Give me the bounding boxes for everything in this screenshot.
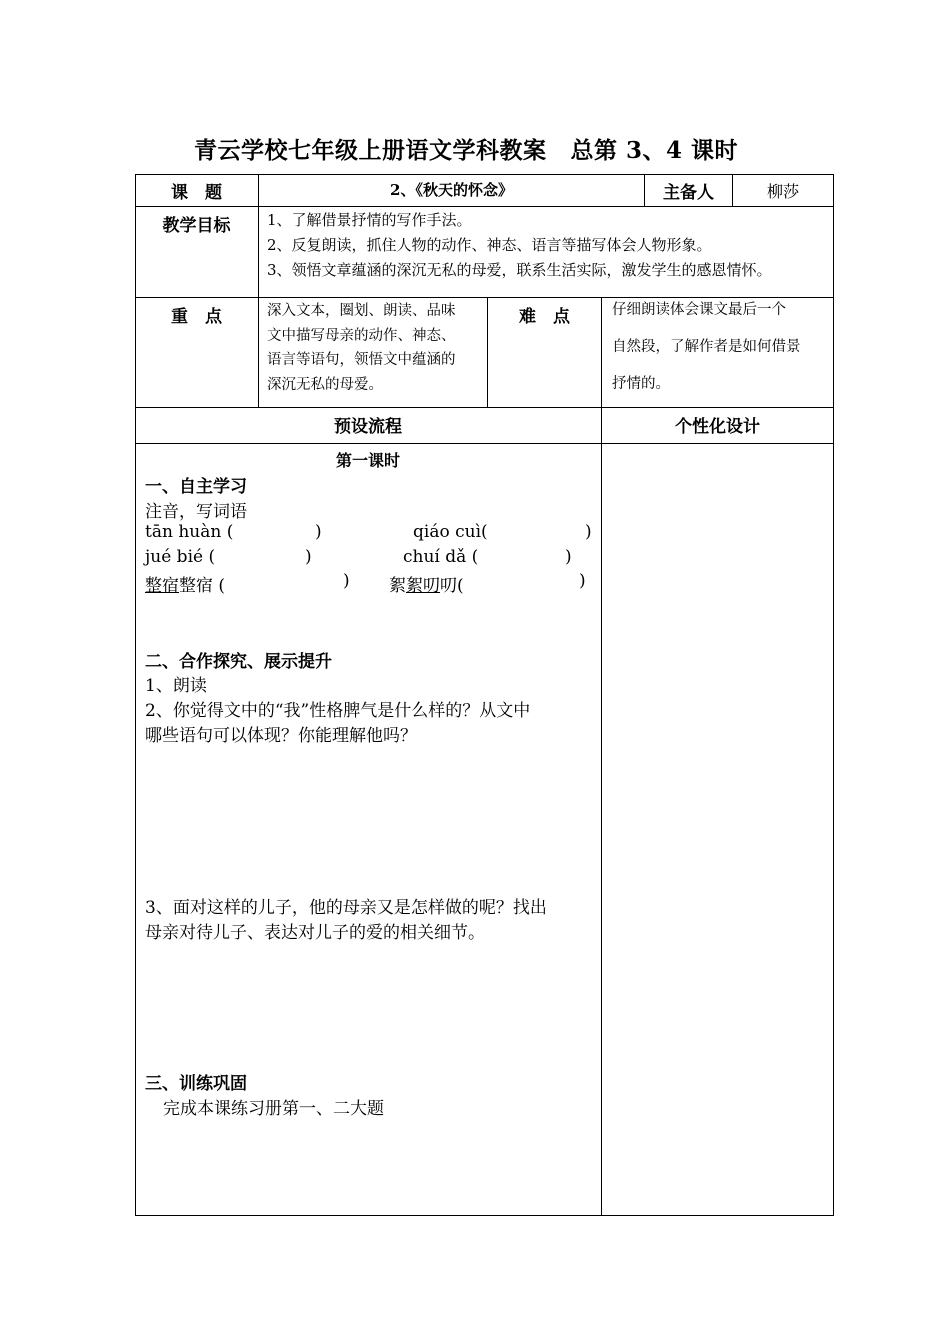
difficulty-label: 难 点	[519, 307, 570, 327]
difficulty-line: 仔细朗读体会课文最后一个	[612, 302, 786, 318]
pinyin-item: tān huàn (	[145, 522, 234, 542]
document-title	[0, 132, 932, 165]
key-point-text	[267, 299, 485, 397]
question-3-line-1: 3、面对这样的儿子，他的母亲又是怎样做的呢？找出	[145, 898, 547, 918]
goal-item: 1、了解借景抒情的写作手法。	[267, 211, 472, 229]
difficulty-line: 自然段，了解作者是如何借景	[612, 339, 801, 355]
question-2-line-2: 哪些语句可以体现？你能理解他吗？	[145, 726, 417, 746]
title-main: 青云学校七年级上册语文学科教案	[193, 137, 547, 164]
section-3-text: 完成本课练习册第一、二大题	[163, 1099, 384, 1119]
pinyin-item: qiáo cuì(	[413, 522, 488, 542]
key-point-line: 深入文本，圈划、朗读、品味	[267, 303, 456, 319]
goals-list	[267, 208, 832, 283]
design-column-header: 个性化设计	[675, 417, 760, 437]
author-value: 柳莎	[766, 182, 799, 201]
section-2-title: 二、合作探究、展示提升	[145, 652, 332, 672]
author-label: 主备人	[663, 183, 714, 203]
goals-label: 教学目标	[162, 216, 231, 236]
table-border-bottom	[135, 1215, 834, 1216]
table-border-top	[135, 174, 834, 175]
lesson-period: 第一课时	[335, 451, 400, 470]
section-1-intro: 注音，写词语	[145, 502, 247, 522]
question-1: 1、朗读	[145, 676, 207, 696]
row-divider	[135, 443, 834, 444]
flow-column-header: 预设流程	[334, 417, 402, 437]
key-point-line: 文中描写母亲的动作、神态、	[267, 327, 456, 344]
key-point-line: 深沉无私的母爱。	[267, 376, 383, 393]
goal-item: 2、反复朗读，抓住人物的动作、神态、语言等描写体会人物形象。	[267, 236, 712, 254]
pinyin-item: chuí dǎ (	[403, 547, 479, 567]
word-item: 絮絮叨叨(	[389, 576, 464, 596]
row-divider	[135, 206, 834, 207]
difficulty-text	[612, 292, 832, 403]
question-2-line-1: 2、你觉得文中的“我”性格脾气是什么样的？从文中	[145, 701, 531, 721]
goal-item: 3、领悟文章蕴涵的深沉无私的母爱，联系生活实际，激发学生的感恩情怀。	[267, 261, 772, 279]
topic-label: 课 题	[171, 183, 222, 203]
col-divider	[258, 297, 259, 407]
topic-value: 2、《秋天的怀念》	[390, 181, 513, 199]
question-3-line-2: 母亲对待儿子、表达对儿子的爱的相关细节。	[145, 923, 485, 943]
difficulty-line: 抒情的。	[612, 376, 670, 392]
row-divider	[135, 407, 834, 408]
pinyin-item: jué bié (	[145, 547, 216, 567]
key-point-label: 重 点	[171, 307, 222, 327]
word-item: 整宿整宿 (	[145, 576, 226, 596]
table-border-right	[833, 174, 834, 1216]
section-1-title: 一、自主学习	[145, 477, 247, 497]
title-total-periods: 总第 3、4 课时	[570, 137, 739, 164]
section-3-title: 三、训练巩固	[145, 1074, 247, 1094]
table-border-left	[135, 174, 136, 1216]
key-point-line: 语言等语句，领悟文中蕴涵的	[267, 352, 456, 368]
lesson-plan-table: 课 题 2、《秋天的怀念》 主备人 柳莎 教学目标 1、了解借景抒情的写作手法。 2、反复朗读，抓住人物的动作、神态、语言等描写体会人物形象。 3、领悟文章蕴涵的深沉无私的母爱，联系生活实际，激发学生的感恩情怀。 重 点 深入文本，圈划、朗读、品味 文中描写母亲的动作、神态、 语言等语句，领悟文中蕴涵的 深沉无私的母爱。 难 点 仔细朗读体会课文最后一个 自然段，了解作者是如何借景 抒情的。 预设流程 个性化设计 第一课时 一、自主学习 注音，写词语 tān huàn ( ) qiáo cuì( ) jué bié ( ) chuí dǎ ( ) 整宿整宿 ( ) 絮絮叨叨( ) 二、合作探究、展示提升 1、朗读 2、你觉得文中的“我”性格脾气是什么样的？从文中 哪些语句可以体现？你能理解他吗？ 3、面对这样的儿子，他的母亲又是怎样做的呢？找出 母亲对待儿子、表达对儿子的爱的相关细节。 三、训练巩固 完成本课练习册第一、二大题	[135, 174, 834, 1216]
